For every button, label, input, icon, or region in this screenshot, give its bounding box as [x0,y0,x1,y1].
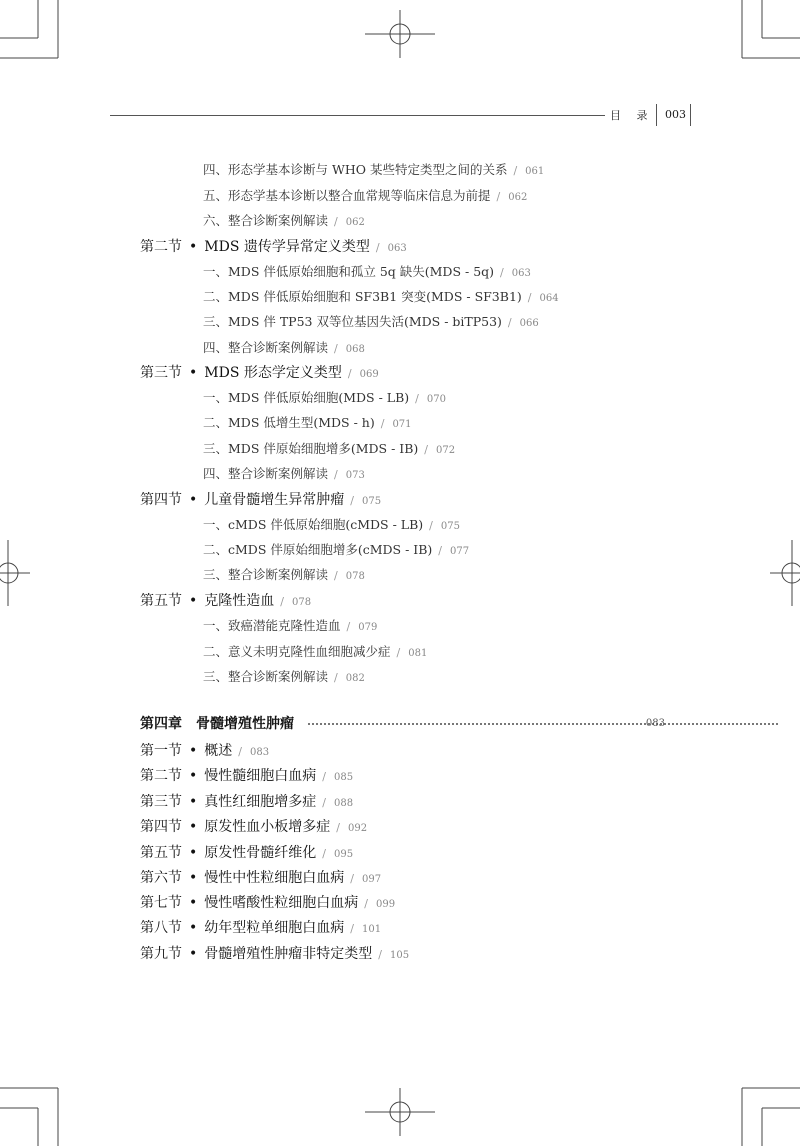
toc-item[interactable]: 三、整合诊断案例解读 / 082 [203,669,365,684]
toc-section[interactable]: 第八节 • 幼年型粒单细胞白血病 / 101 [140,920,382,936]
header-divider [690,104,691,126]
header-title: 目 录 [610,109,654,122]
toc-item[interactable]: 二、MDS 低增生型(MDS - h) / 071 [203,415,412,430]
header-rule [110,115,605,116]
toc-section[interactable]: 第四节 • 儿童骨髓增生异常肿瘤 / 075 [140,492,382,508]
toc-section[interactable]: 第七节 • 慢性嗜酸性粒细胞白血病 / 099 [140,895,396,911]
toc-section[interactable]: 第三节 • MDS 形态学定义类型 / 069 [140,365,379,381]
toc-item[interactable]: 三、整合诊断案例解读 / 078 [203,567,365,582]
running-header [0,104,800,126]
toc-item[interactable]: 一、MDS 伴低原始细胞和孤立 5q 缺失(MDS - 5q) / 063 [203,264,531,279]
toc-item[interactable]: 一、MDS 伴低原始细胞(MDS - LB) / 070 [203,390,446,405]
toc-section[interactable]: 第二节 • MDS 遗传学异常定义类型 / 063 [140,239,407,255]
toc-item[interactable]: 二、意义未明克隆性血细胞减少症 / 081 [203,644,428,659]
toc-item[interactable]: 四、整合诊断案例解读 / 068 [203,340,365,355]
header-divider [656,104,657,126]
toc-section[interactable]: 第四节 • 原发性血小板增多症 / 092 [140,819,368,835]
toc-item[interactable]: 三、MDS 伴原始细胞增多(MDS - IB) / 072 [203,441,456,456]
toc-chapter[interactable]: 第四章 骨髓增殖性肿瘤 083 [140,712,665,736]
toc-item[interactable]: 一、致癌潜能克隆性造血 / 079 [203,618,378,633]
toc-item[interactable]: 二、MDS 伴低原始细胞和 SF3B1 突变(MDS - SF3B1) / 064 [203,289,559,304]
toc-item[interactable]: 二、cMDS 伴原始细胞增多(cMDS - IB) / 077 [203,542,470,557]
toc-item[interactable]: 四、整合诊断案例解读 / 073 [203,466,365,481]
dot-leader [308,723,778,725]
toc-section[interactable]: 第三节 • 真性红细胞增多症 / 088 [140,794,354,810]
toc-section[interactable]: 第六节 • 慢性中性粒细胞白血病 / 097 [140,870,382,886]
toc-item[interactable]: 四、形态学基本诊断与 WHO 某些特定类型之间的关系 / 061 [203,162,545,177]
toc-item[interactable]: 六、整合诊断案例解读 / 062 [203,213,365,228]
toc-section[interactable]: 第二节 • 慢性髓细胞白血病 / 085 [140,768,354,784]
header-page-number: 003 [665,108,686,121]
toc-item[interactable]: 三、MDS 伴 TP53 双等位基因失活(MDS - biTP53) / 066 [203,314,539,329]
toc-item[interactable]: 五、形态学基本诊断以整合血常规等临床信息为前提 / 062 [203,188,528,203]
toc-section[interactable]: 第九节 • 骨髓增殖性肿瘤非特定类型 / 105 [140,946,410,962]
toc-item[interactable]: 一、cMDS 伴低原始细胞(cMDS - LB) / 075 [203,517,460,532]
toc-section[interactable]: 第一节 • 概述 / 083 [140,743,270,759]
toc-section[interactable]: 第五节 • 原发性骨髓纤维化 / 095 [140,845,354,861]
toc-section[interactable]: 第五节 • 克隆性造血 / 078 [140,593,312,609]
